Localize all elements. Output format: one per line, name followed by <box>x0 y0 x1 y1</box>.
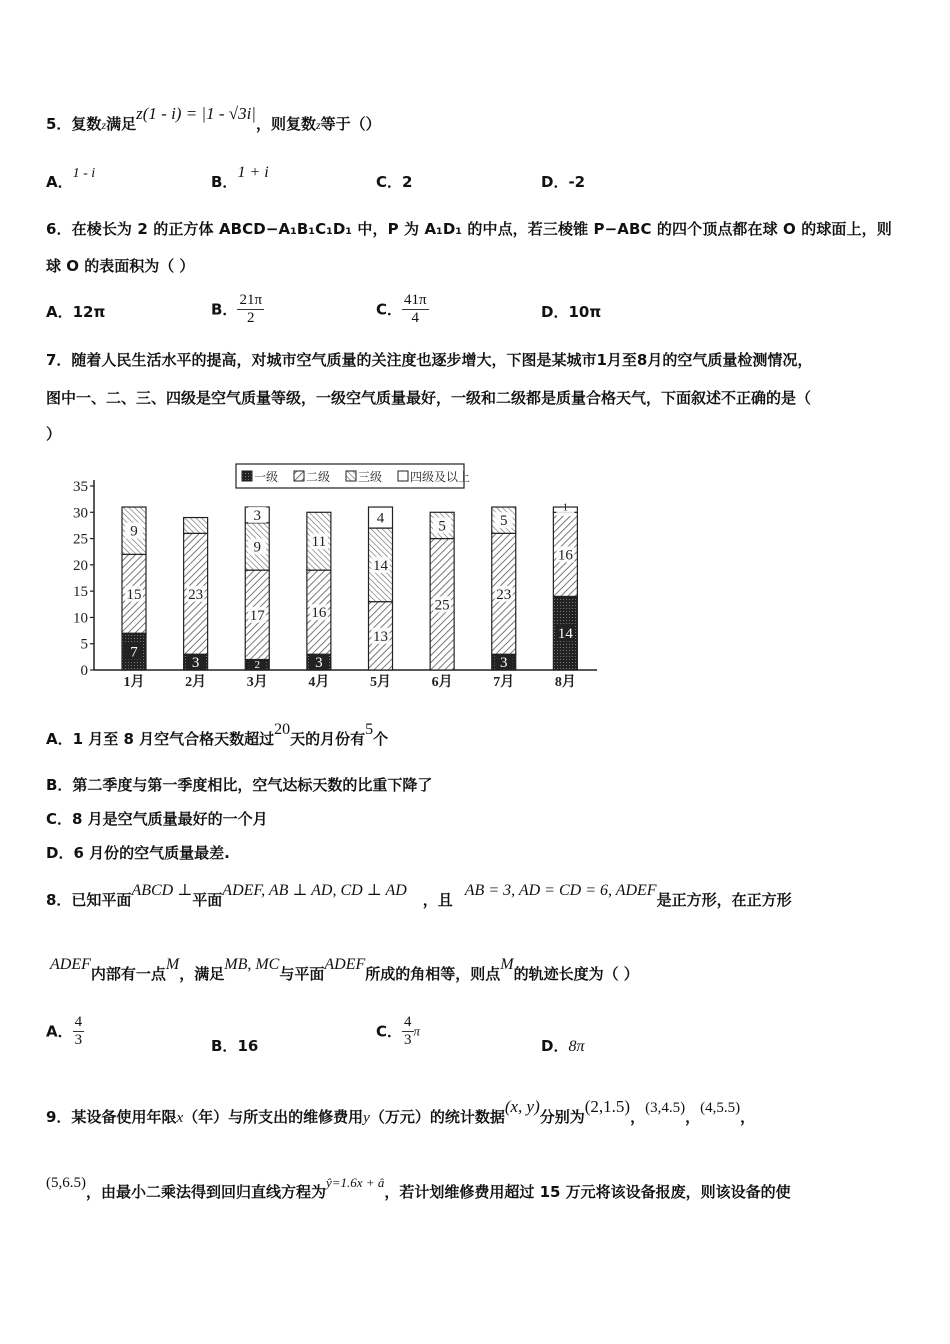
y-tick-label: 20 <box>73 557 88 574</box>
data-label: 1 <box>562 501 569 514</box>
data-label: 4 <box>376 510 385 527</box>
q8-option-a[interactable]: A． $\frac{4}{3}$ <box>46 1014 83 1048</box>
data-label: 5 <box>500 513 508 530</box>
legend-swatch <box>294 471 304 481</box>
q6-option-d[interactable]: D．10π <box>541 303 602 321</box>
x-tick-label: 8月 <box>554 675 576 690</box>
q5-equation: z(1 - i) = |1 - √3i| <box>136 104 256 123</box>
q6-stem-line1: 6．在棱长为 2 的正方体 ABCD−A₁B₁C₁D₁ 中，P 为 A₁D₁ 的中点，若三棱锥 P−ABC 的四个顶点都在球 O 的球面上，则 <box>46 220 892 238</box>
q9-stem-line2: (5,6.5)，由最小二乘法得到回归直线方程为ŷ=1.6x + â，若计划维修费用超过 15 万元将该设备报废，则该设备的使 <box>46 1175 791 1201</box>
data-label: 16 <box>311 605 327 622</box>
data-label: 9 <box>130 523 138 540</box>
data-label: 3 <box>191 655 200 672</box>
data-label: 3 <box>253 507 261 524</box>
y-tick-label: 0 <box>80 663 88 679</box>
legend-label: 四级及以上 <box>410 470 471 484</box>
q7-option-d[interactable]: D．6 月份的空气质量最差. <box>46 844 230 862</box>
q7-option-c[interactable]: C．8 月是空气质量最好的一个月 <box>46 810 268 828</box>
q5-option-a[interactable]: A．1 - i <box>46 166 96 191</box>
q8-option-d[interactable]: D．8π <box>541 1037 585 1055</box>
y-tick-label: 35 <box>73 479 88 495</box>
q5-option-b[interactable]: B．1 + i <box>211 164 269 191</box>
q5-option-d[interactable]: D．-2 <box>541 173 586 191</box>
legend-swatch <box>346 471 356 481</box>
data-label: 17 <box>249 607 265 624</box>
x-tick-label: 4月 <box>308 675 330 690</box>
data-label: 14 <box>557 626 573 643</box>
q6-option-b[interactable]: B． $\frac{21\pi}{2}$ <box>211 292 263 326</box>
x-tick-label: 2月 <box>185 675 207 690</box>
x-tick-label: 5月 <box>370 675 391 690</box>
data-label: 14 <box>373 557 388 574</box>
chart-axes <box>73 479 597 690</box>
data-label: 16 <box>557 547 573 564</box>
q5-option-c[interactable]: C．2 <box>376 173 413 191</box>
q8-stem-line2: ADEF内部有一点M，满足MB, MC与平面ADEF所成的角相等，则点M的轨迹长度为（ ） <box>50 956 639 983</box>
q6-option-c[interactable]: C． $\frac{41\pi}{4}$ <box>376 292 427 326</box>
q5-stem: 5．复数z满足z(1 - i) = |1 - √3i|，则复数z等于（） <box>46 104 381 133</box>
data-label: 23 <box>188 586 204 603</box>
data-label: 11 <box>311 534 327 551</box>
q9-stem-line1: 9．某设备使用年限x（年）与所支出的维修费用y（万元）的统计数据(x, y)分别为(2,1.5)，(3,4.5)，(4,5.5)， <box>46 1097 756 1126</box>
q7-stem-line1: 7．随着人民生活水平的提高，对城市空气质量的关注度也逐步增大，下图是某城市1月至8月的空气质量检测情况， <box>46 351 813 369</box>
legend-label: 一级 <box>254 470 279 484</box>
chart-bars <box>122 501 577 671</box>
data-label: 2 <box>254 659 260 671</box>
y-tick-label: 25 <box>73 531 88 548</box>
q8-option-b[interactable]: B．16 <box>211 1037 259 1055</box>
x-tick-label: 7月 <box>493 675 515 690</box>
q6-option-c-fraction: $\frac{41\pi}{4}$ <box>404 292 427 326</box>
q7-stem-line3: ） <box>46 425 62 443</box>
q8-stem-line1: 8．已知平面ABCD ⊥平面ADEF, AB ⊥ AD, CD ⊥ AD，且AB = 3, AD = CD = 6, ADEF是正方形，在正方形 <box>46 882 792 909</box>
data-label: 25 <box>434 597 450 614</box>
q7-option-a[interactable]: A．1 月至 8 月空气合格天数超过20天的月份有5个 <box>46 721 389 748</box>
data-label: 7 <box>130 644 138 661</box>
legend-swatch <box>242 471 252 481</box>
y-tick-label: 30 <box>73 505 88 522</box>
q6-option-a[interactable]: A．12π <box>46 303 106 321</box>
data-label: 9 <box>253 539 261 556</box>
bar-segment <box>184 518 208 534</box>
data-label: 23 <box>496 586 512 603</box>
legend-label: 三级 <box>358 470 383 484</box>
chart-legend <box>236 464 470 488</box>
q7-option-b[interactable]: B．第二季度与第一季度相比，空气达标天数的比重下降了 <box>46 776 433 794</box>
legend-swatch <box>398 471 408 481</box>
y-tick-label: 5 <box>80 636 88 653</box>
x-tick-label: 6月 <box>431 675 453 690</box>
y-tick-label: 15 <box>73 584 88 601</box>
data-label: 13 <box>373 628 388 645</box>
data-label: 5 <box>438 518 446 535</box>
x-tick-label: 1月 <box>123 675 145 690</box>
data-label: 3 <box>315 655 323 672</box>
air-quality-chart <box>62 458 602 698</box>
y-tick-label: 10 <box>73 610 88 627</box>
q7-stem-line2: 图中一、二、三、四级是空气质量等级，一级空气质量最好，一级和二级都是质量合格天气，下面叙述不正确的是（ <box>46 389 812 407</box>
x-tick-label: 3月 <box>246 675 268 690</box>
q5-var-z: z <box>101 118 107 132</box>
q8-option-c[interactable]: C． $\frac{4}{3}$ π <box>376 1014 421 1048</box>
q6-option-b-fraction: $\frac{21\pi}{2}$ <box>239 292 263 326</box>
data-label: 3 <box>500 655 508 672</box>
legend-label: 二级 <box>306 470 331 484</box>
data-label: 15 <box>126 586 142 603</box>
q6-stem-line2: 球 O 的表面积为（ ） <box>46 257 195 275</box>
